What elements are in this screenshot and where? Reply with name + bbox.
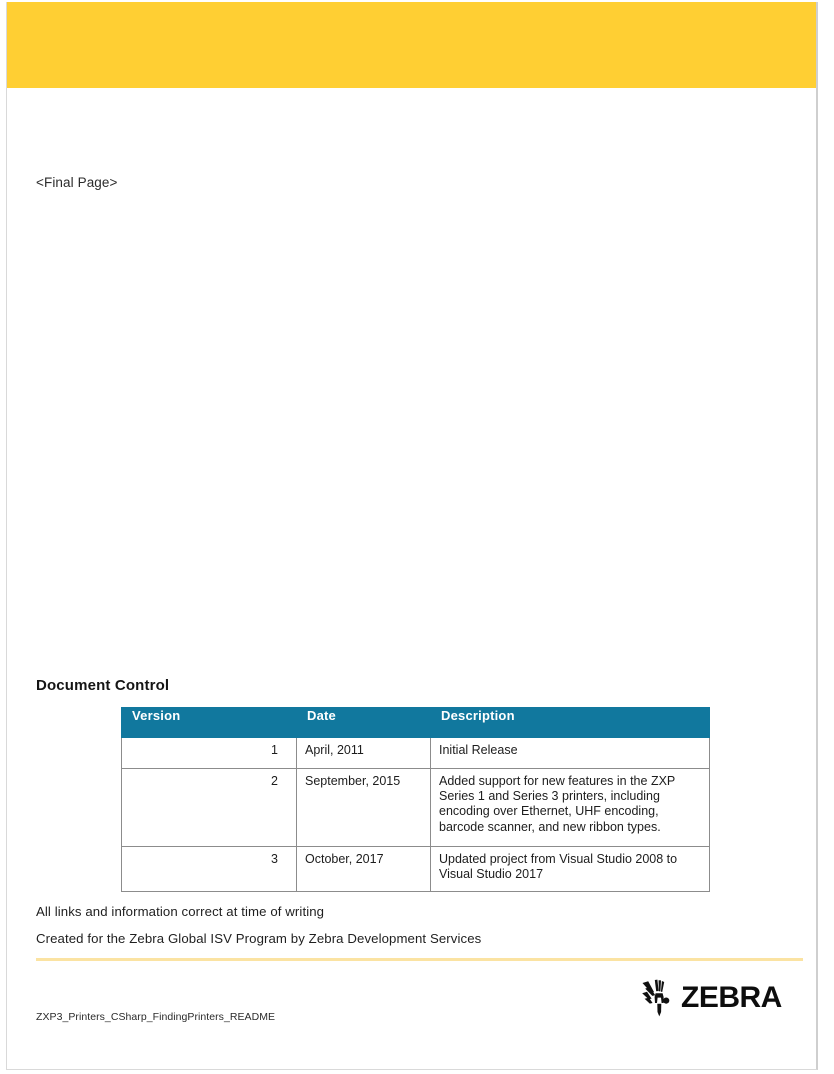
cell-version: 1 bbox=[122, 738, 297, 769]
footer-note-credit: Created for the Zebra Global ISV Program by Zebra Development Services bbox=[36, 931, 482, 946]
cell-date: October, 2017 bbox=[297, 847, 431, 892]
final-page-marker: <Final Page> bbox=[36, 175, 118, 190]
cell-description: Initial Release bbox=[431, 738, 710, 769]
table-row bbox=[122, 847, 710, 892]
column-header-date: Date bbox=[297, 708, 431, 738]
table-header-row bbox=[122, 708, 710, 738]
document-control-table bbox=[121, 707, 710, 892]
zebra-wordmark: ZEBRA bbox=[681, 981, 782, 1014]
table-row bbox=[122, 769, 710, 847]
cell-description: Added support for new features in the ZXP Series 1 and Series 3 printers, including encoding over Ethernet, UHF encoding, barcode scanner, and new ribbon types. bbox=[431, 769, 710, 847]
cell-description: Updated project from Visual Studio 2008 to Visual Studio 2017 bbox=[431, 847, 710, 892]
footer-filename: ZXP3_Printers_CSharp_FindingPrinters_README bbox=[36, 1011, 276, 1023]
zebra-logo bbox=[641, 977, 782, 1019]
document-page bbox=[6, 2, 818, 1070]
footer-note-links: All links and information correct at time of writing bbox=[36, 904, 325, 919]
document-control-heading: Document Control bbox=[36, 677, 170, 694]
yellow-masthead-band bbox=[7, 2, 818, 88]
column-header-version: Version bbox=[122, 708, 297, 738]
cell-version: 3 bbox=[122, 847, 297, 892]
cell-date: April, 2011 bbox=[297, 738, 431, 769]
zebra-head-icon bbox=[641, 979, 675, 1017]
column-header-description: Description bbox=[431, 708, 710, 738]
table-row bbox=[122, 738, 710, 769]
cell-date: September, 2015 bbox=[297, 769, 431, 847]
footer-divider bbox=[36, 958, 803, 961]
cell-version: 2 bbox=[122, 769, 297, 847]
